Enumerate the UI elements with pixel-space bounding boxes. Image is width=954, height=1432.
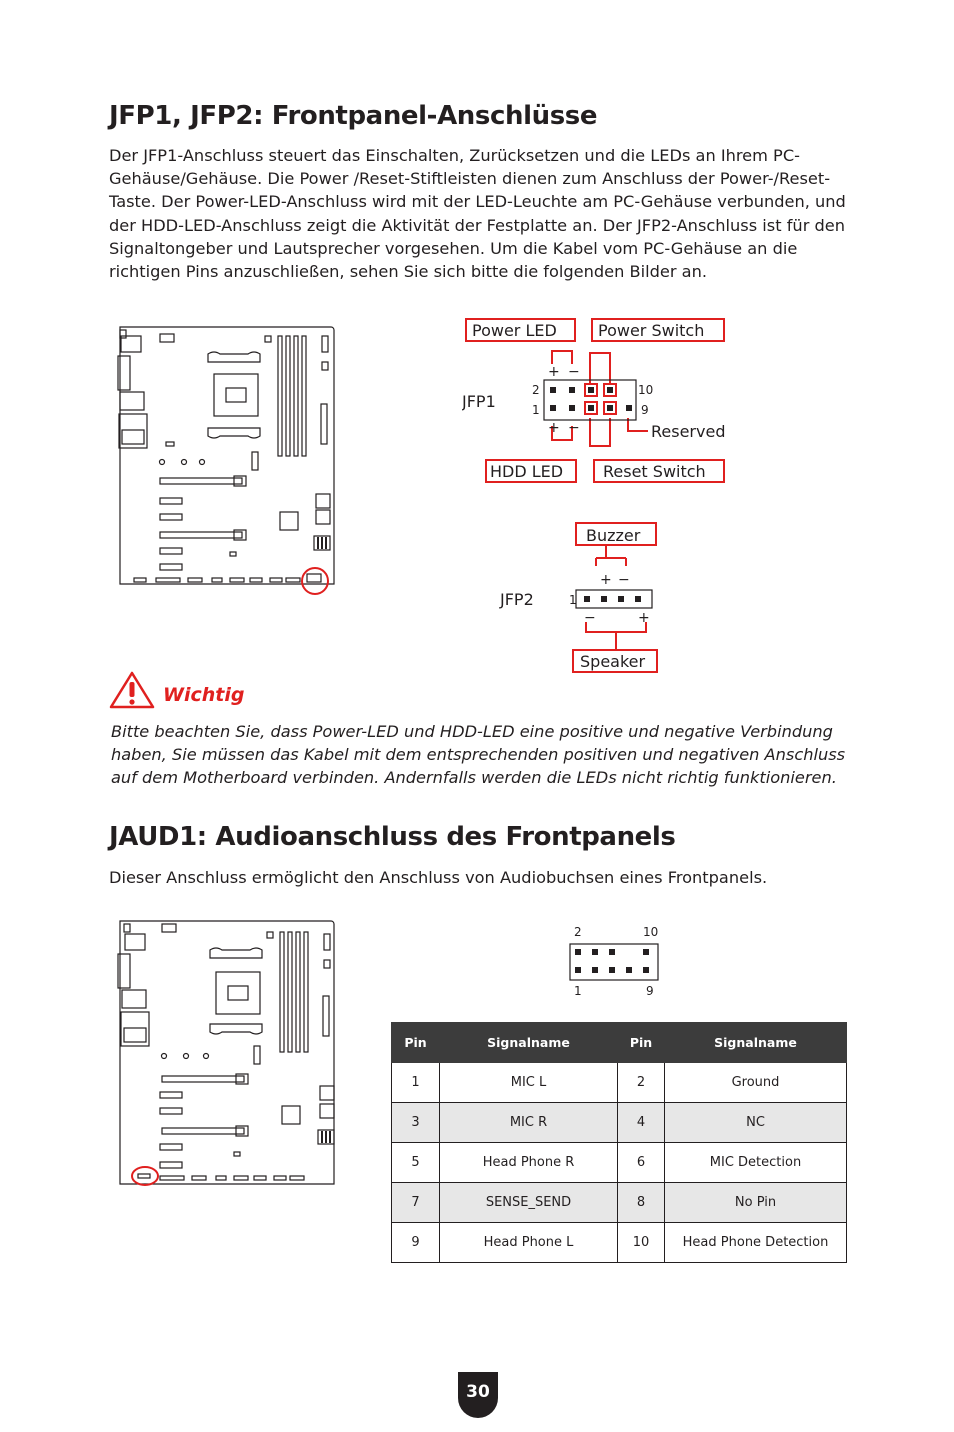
table-cell: Head Phone Detection xyxy=(665,1223,847,1263)
hdd-led-plus: + xyxy=(548,420,560,436)
table-cell: 3 xyxy=(392,1103,440,1143)
warning-label: Wichtig xyxy=(163,684,245,706)
table-header-signalname: Signalname xyxy=(440,1023,618,1063)
warning-icon xyxy=(109,670,155,710)
motherboard-illustration-jaud xyxy=(110,916,340,1192)
table-cell: MIC R xyxy=(440,1103,618,1143)
table-cell: 8 xyxy=(618,1183,665,1223)
table-cell: No Pin xyxy=(665,1183,847,1223)
jfp2-pin-diagram xyxy=(496,520,666,674)
pin-label-1: 1 xyxy=(532,403,540,417)
pin-label-10: 10 xyxy=(638,383,654,397)
jfp2-pin-label-1: 1 xyxy=(569,593,577,607)
table-cell: Head Phone R xyxy=(440,1143,618,1183)
table-row xyxy=(392,1183,847,1223)
table-cell: Head Phone L xyxy=(440,1223,618,1263)
section-paragraph-jfp: Der JFP1-Anschluss steuert das Einschalten, Zurücksetzen und die LEDs an Ihrem PC-Gehäuse/Gehäuse. Die Power /Reset-Stiftleisten dienen zum Anschluss der Power-/Reset-Taste. Der Power-LED-Anschluss wird mit der LED-Leuchte am PC-Gehäuse verbunden, und der HDD-LED-Anschluss zeigt die Aktivität der Festplatte an. Der JFP2-Anschluss ist für den Signaltongeber und Lautsprecher vorgesehen. Um die Kabel vom PC-Gehäuse an die richtigen Pins anzuschließen, sehen Sie sich bitte die folgenden Bilder an. xyxy=(109,146,846,282)
table-header-row xyxy=(392,1023,847,1063)
jfp1-connector-name: JFP1 xyxy=(462,392,496,411)
jaud-pin-label-9: 9 xyxy=(646,984,654,998)
warning-text: Bitte beachten Sie, dass Power-LED und HDD-LED eine positive und negative Verbindung haben, Sie müssen das Kabel mit dem entsprechenden positiven und negativen Anschluss auf dem Motherboard verbinden. Andernfalls werden die LEDs nicht richtig funktionieren. xyxy=(111,722,846,788)
reserved-label: Reserved xyxy=(651,422,726,441)
jaud1-pin-table xyxy=(391,1022,847,1263)
table-row xyxy=(392,1143,847,1183)
jaud-pin-label-2: 2 xyxy=(574,925,582,939)
table-cell: MIC Detection xyxy=(665,1143,847,1183)
speaker-minus: − xyxy=(584,610,596,626)
section-title-jfp: JFP1, JFP2: Frontpanel-Anschlüsse xyxy=(109,101,598,131)
table-cell: 6 xyxy=(618,1143,665,1183)
pin-label-2: 2 xyxy=(532,383,540,397)
table-row xyxy=(392,1223,847,1263)
table-row xyxy=(392,1103,847,1143)
power-led-minus: − xyxy=(568,364,580,380)
jaud1-pin-diagram xyxy=(564,922,668,1000)
power-switch-label: Power Switch xyxy=(598,321,705,340)
table-header-pin: Pin xyxy=(392,1023,440,1063)
table-cell: 1 xyxy=(392,1063,440,1103)
power-led-plus: + xyxy=(548,364,560,380)
table-cell: Ground xyxy=(665,1063,847,1103)
table-header-pin: Pin xyxy=(618,1023,665,1063)
motherboard-illustration-jfp xyxy=(110,322,340,598)
table-cell: 9 xyxy=(392,1223,440,1263)
reset-switch-label: Reset Switch xyxy=(603,462,706,481)
jfp1-pin-diagram xyxy=(462,316,732,486)
table-header-signalname: Signalname xyxy=(665,1023,847,1063)
section-title-jaud: JAUD1: Audioanschluss des Frontpanels xyxy=(109,822,676,852)
jaud-pin-label-1: 1 xyxy=(574,984,582,998)
section-paragraph-jaud: Dieser Anschluss ermöglicht den Anschluss von Audiobuchsen eines Frontpanels. xyxy=(109,868,768,887)
pin-label-9: 9 xyxy=(641,403,649,417)
jfp2-connector-name: JFP2 xyxy=(500,590,534,609)
table-cell: 2 xyxy=(618,1063,665,1103)
table-cell: 7 xyxy=(392,1183,440,1223)
buzzer-minus: − xyxy=(618,572,630,588)
table-cell: 4 xyxy=(618,1103,665,1143)
table-cell: MIC L xyxy=(440,1063,618,1103)
table-cell: SENSE_SEND xyxy=(440,1183,618,1223)
jaud-pin-label-10: 10 xyxy=(643,925,659,939)
table-cell: 10 xyxy=(618,1223,665,1263)
hdd-led-label: HDD LED xyxy=(490,462,564,481)
table-cell: NC xyxy=(665,1103,847,1143)
buzzer-plus: + xyxy=(600,572,612,588)
hdd-led-minus: − xyxy=(568,420,580,436)
speaker-plus: + xyxy=(638,610,650,626)
buzzer-label: Buzzer xyxy=(586,526,641,545)
power-led-label: Power LED xyxy=(472,321,557,340)
speaker-label: Speaker xyxy=(580,652,646,671)
page-number: 30 xyxy=(466,1382,490,1402)
table-cell: 5 xyxy=(392,1143,440,1183)
table-row xyxy=(392,1063,847,1103)
